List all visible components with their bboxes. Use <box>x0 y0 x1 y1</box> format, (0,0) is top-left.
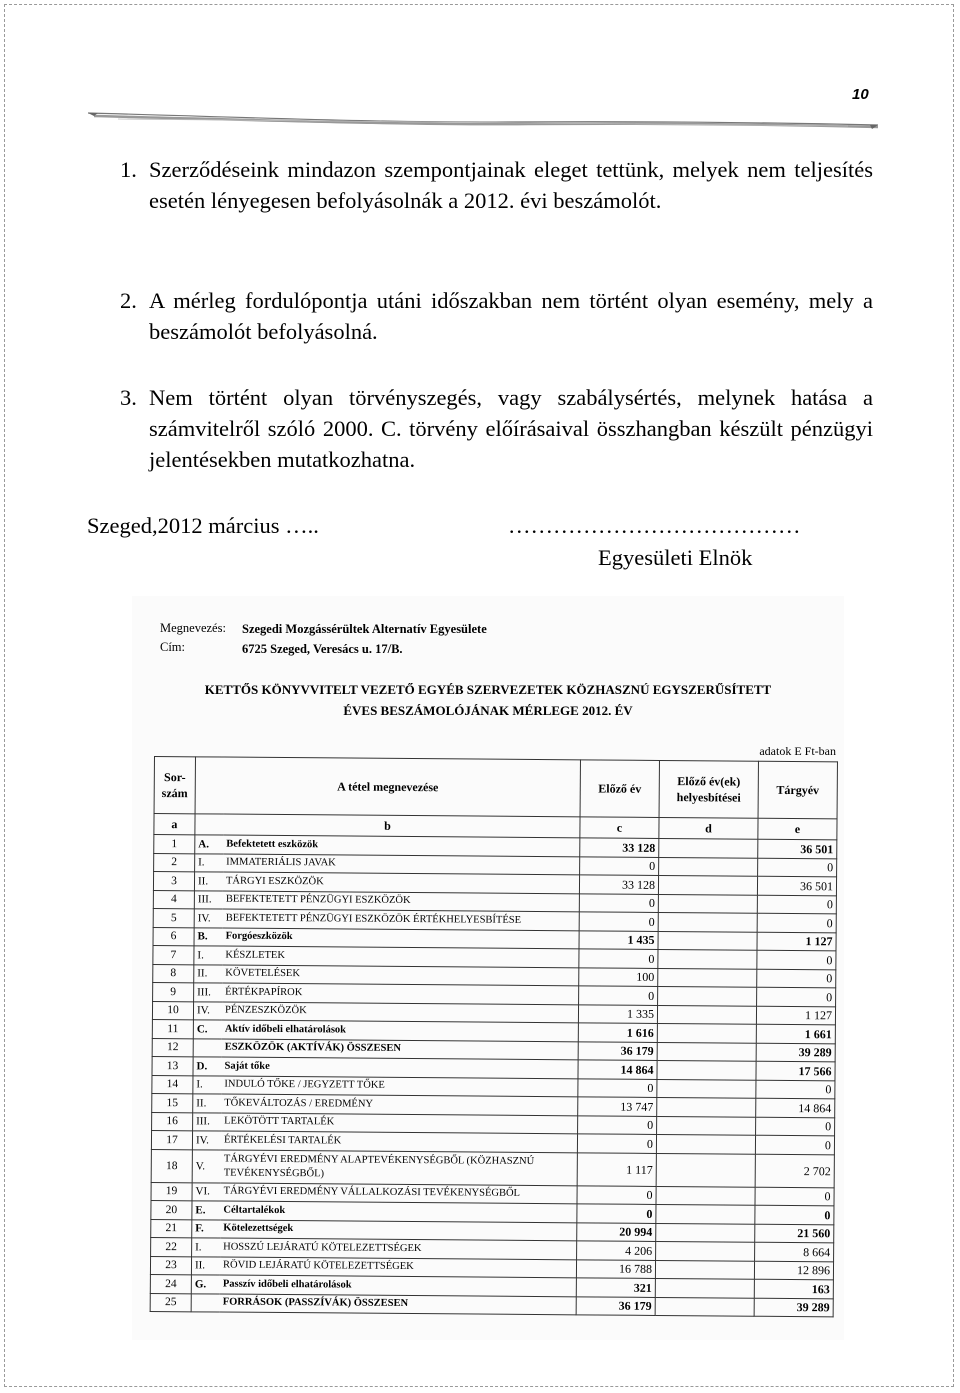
row-roman-numeral <box>193 1038 222 1057</box>
row-current-year: 0 <box>755 1205 834 1224</box>
row-correction <box>656 1223 755 1242</box>
paragraph-text: Nem történt olyan törvényszegés, vagy szabálysértés, melynek hatása a számvitelről szóló 2000. C. törvény előírásaival összhangban készült pénzügyi jelentésekben mutatkozhatna. <box>149 385 873 472</box>
row-previous-year: 1 335 <box>578 1004 657 1023</box>
row-correction <box>656 1186 755 1205</box>
row-number: 1 <box>154 835 195 854</box>
row-correction <box>656 1204 755 1223</box>
row-current-year: 14 864 <box>756 1098 835 1117</box>
row-previous-year: 0 <box>579 912 658 931</box>
row-item-name: TÁRGYÉVI EREDMÉNY ALAPTEVÉKENYSÉGBŐL (KÖZHASZNÚ TEVÉKENYSÉGBŐL) <box>221 1150 578 1186</box>
header-tetel: A tétel megnevezése <box>195 757 580 817</box>
row-correction <box>656 1134 755 1153</box>
row-current-year: 8 664 <box>755 1242 834 1261</box>
row-correction <box>657 1005 756 1024</box>
row-correction <box>659 857 758 876</box>
row-correction <box>657 1060 756 1079</box>
row-number: 25 <box>150 1293 191 1312</box>
row-roman-numeral: G. <box>191 1275 220 1294</box>
row-correction <box>658 894 757 913</box>
row-roman-numeral: V. <box>192 1149 221 1182</box>
org-name-label: Megnevezés: <box>160 621 226 635</box>
row-item-name: BEFEKTETETT PÉNZÜGYI ESZKÖZÖK ÉRTÉKHELYESBÍTÉSE <box>223 909 580 930</box>
row-roman-numeral: II. <box>194 872 223 891</box>
row-item-name: Céltartalékok <box>220 1201 577 1222</box>
row-item-name: TÁRGYI ESZKÖZÖK <box>223 872 580 893</box>
row-current-year: 21 560 <box>755 1224 834 1243</box>
row-correction <box>658 875 757 894</box>
row-number: 10 <box>152 1001 193 1020</box>
paragraph-2 <box>120 285 873 347</box>
paragraph-number: 3. <box>120 385 137 410</box>
row-current-year: 36 501 <box>757 876 836 895</box>
row-current-year: 39 289 <box>754 1298 833 1317</box>
row-number: 5 <box>153 908 194 927</box>
row-current-year: 0 <box>757 969 836 988</box>
row-number: 23 <box>150 1256 191 1275</box>
col-letter-e: e <box>758 818 837 840</box>
row-number: 17 <box>151 1130 192 1149</box>
row-previous-year: 4 206 <box>577 1241 656 1260</box>
row-item-name: Befektetett eszközök <box>223 835 580 856</box>
row-number: 15 <box>152 1093 193 1112</box>
row-current-year: 163 <box>754 1279 833 1298</box>
row-roman-numeral: I. <box>195 853 224 872</box>
units-note: adatok E Ft-ban <box>759 744 836 758</box>
row-number: 4 <box>153 890 194 909</box>
row-correction <box>657 1079 756 1098</box>
row-item-name: ÉRTÉKPAPÍROK <box>222 983 579 1004</box>
row-current-year: 2 702 <box>755 1154 834 1188</box>
row-roman-numeral: E. <box>192 1201 221 1220</box>
row-number: 24 <box>150 1274 191 1293</box>
signature-dots: ………………………………… <box>508 513 801 538</box>
row-correction <box>658 986 757 1005</box>
row-current-year: 0 <box>757 913 836 932</box>
sheet-title-line2: ÉVES BESZÁMOLÓJÁNAK MÉRLEGE 2012. ÉV <box>343 703 633 718</box>
row-number: 19 <box>151 1182 192 1201</box>
row-previous-year: 321 <box>576 1278 655 1297</box>
row-correction <box>658 912 757 931</box>
signature-title: Egyesületi Elnök <box>598 545 753 570</box>
row-item-name: FORRÁSOK (PASSZÍVÁK) ÖSSZESEN <box>220 1294 577 1315</box>
row-previous-year: 1 435 <box>579 930 658 949</box>
row-number: 22 <box>151 1237 192 1256</box>
row-item-name: Saját tőke <box>221 1057 578 1078</box>
row-roman-numeral: III. <box>193 1112 222 1131</box>
row-correction <box>657 1097 756 1116</box>
row-correction <box>655 1260 754 1279</box>
row-roman-numeral: D. <box>193 1057 222 1076</box>
row-item-name: TÁRGYÉVI EREDMÉNY VÁLLALKOZÁSI TEVÉKENYSÉGBŐL <box>221 1183 578 1204</box>
row-item-name: Kötelezettségek <box>220 1220 577 1241</box>
row-item-name: Aktív időbeli elhatárolások <box>222 1020 579 1041</box>
row-item-name: HOSSZÚ LEJÁRATÚ KÖTELEZETTSÉGEK <box>220 1238 577 1259</box>
row-item-name: BEFEKTETETT PÉNZÜGYI ESZKÖZÖK <box>223 891 580 912</box>
col-letter-a: a <box>154 814 195 835</box>
row-roman-numeral: I. <box>192 1238 221 1257</box>
row-number: 8 <box>153 964 194 983</box>
header-sorszam: Sor-szám <box>154 757 195 814</box>
row-roman-numeral: B. <box>194 927 223 946</box>
row-number: 16 <box>152 1112 193 1131</box>
decorative-header-line <box>88 103 878 131</box>
row-current-year: 12 896 <box>754 1261 833 1280</box>
sheet-title-line1: KETTŐS KÖNYVVITELT VEZETŐ EGYÉB SZERVEZETEK KÖZHASZNÚ EGYSZERŰSÍTETT <box>204 682 772 697</box>
row-correction <box>657 1023 756 1042</box>
row-current-year: 39 289 <box>756 1043 835 1062</box>
row-number: 7 <box>153 945 194 964</box>
row-correction <box>658 949 757 968</box>
row-number: 6 <box>153 927 194 946</box>
row-number: 13 <box>152 1056 193 1075</box>
row-item-name: INDULÓ TŐKE / JEGYZETT TŐKE <box>221 1076 578 1097</box>
row-roman-numeral: A. <box>195 835 224 854</box>
row-current-year: 1 127 <box>757 932 836 951</box>
org-name: Szegedi Mozgássérültek Alternatív Egyesülete <box>242 622 487 636</box>
row-roman-numeral: II. <box>193 1094 222 1113</box>
row-correction <box>658 931 757 950</box>
paragraph-number: 1. <box>120 157 137 182</box>
row-item-name: PÉNZESZKÖZÖK <box>222 1002 579 1023</box>
row-current-year: 0 <box>757 950 836 969</box>
row-previous-year: 13 747 <box>578 1097 657 1116</box>
row-roman-numeral: IV. <box>193 1001 222 1020</box>
row-item-name: RÖVID LEJÁRATÚ KÖTELEZETTSÉGEK <box>220 1257 577 1278</box>
row-previous-year: 33 128 <box>580 838 659 857</box>
row-previous-year: 36 179 <box>578 1041 657 1060</box>
row-correction <box>657 1042 756 1061</box>
row-previous-year: 0 <box>580 856 659 875</box>
row-current-year: 0 <box>758 858 837 877</box>
row-previous-year: 20 994 <box>577 1222 656 1241</box>
row-previous-year: 0 <box>579 949 658 968</box>
row-number: 3 <box>153 872 194 891</box>
row-current-year: 0 <box>757 895 836 914</box>
org-address-label: Cím: <box>160 640 186 654</box>
row-previous-year: 0 <box>577 1204 656 1223</box>
row-item-name: Forgóeszközök <box>223 928 580 949</box>
row-item-name: KÉSZLETEK <box>222 946 579 967</box>
row-previous-year: 0 <box>579 986 658 1005</box>
row-item-name: ÉRTÉKELÉSI TARTALÉK <box>221 1131 578 1152</box>
org-address: 6725 Szeged, Veresács u. 17/B. <box>242 642 403 656</box>
col-letter-c: c <box>580 817 659 839</box>
row-item-name: TŐKEVÁLTOZÁS / EREDMÉNY <box>221 1094 578 1115</box>
row-correction <box>656 1241 755 1260</box>
row-roman-numeral: I. <box>193 1075 222 1094</box>
row-previous-year: 14 864 <box>578 1060 657 1079</box>
row-correction <box>656 1153 755 1187</box>
paragraph-number: 2. <box>120 288 137 313</box>
row-roman-numeral: IV. <box>192 1131 221 1150</box>
row-previous-year: 0 <box>578 1115 657 1134</box>
row-number: 21 <box>151 1219 192 1238</box>
scanned-balance-sheet <box>132 596 844 1340</box>
paragraph-1 <box>120 154 873 216</box>
row-previous-year: 0 <box>577 1185 656 1204</box>
col-letter-b: b <box>195 814 580 838</box>
row-roman-numeral: II. <box>194 964 223 983</box>
row-number: 20 <box>151 1200 192 1219</box>
paragraph-text: A mérleg fordulópontja utáni időszakban nem történt olyan esemény, mely a beszámolót befolyásolná. <box>149 288 873 344</box>
row-previous-year: 36 179 <box>576 1296 655 1315</box>
page-number: 10 <box>852 86 869 103</box>
table-row <box>150 1293 833 1317</box>
row-current-year: 0 <box>757 987 836 1006</box>
row-current-year: 0 <box>756 1117 835 1136</box>
header-elozo: Előző év <box>580 760 659 818</box>
row-previous-year: 1 616 <box>578 1023 657 1042</box>
row-previous-year: 16 788 <box>576 1259 655 1278</box>
paragraph-text: Szerződéseink mindazon szempontjainak eleget tettünk, melyek nem teljesítés esetén lényegesen befolyásolnák a 2012. évi beszámolót. <box>149 157 873 213</box>
row-previous-year: 0 <box>577 1134 656 1153</box>
row-current-year: 36 501 <box>758 839 837 858</box>
place-date: Szeged,2012 március ….. <box>87 513 319 538</box>
row-roman-numeral: VI. <box>192 1182 221 1201</box>
row-roman-numeral: III. <box>194 890 223 909</box>
row-current-year: 0 <box>755 1187 834 1206</box>
row-correction <box>659 838 758 857</box>
row-current-year: 1 661 <box>756 1024 835 1043</box>
row-correction <box>655 1278 754 1297</box>
row-roman-numeral: III. <box>194 983 223 1002</box>
row-roman-numeral: I. <box>194 946 223 965</box>
row-number: 12 <box>152 1038 193 1057</box>
row-previous-year: 100 <box>579 967 658 986</box>
row-previous-year: 0 <box>578 1078 657 1097</box>
row-number: 9 <box>153 982 194 1001</box>
balance-table <box>150 756 838 1317</box>
row-correction <box>658 968 757 987</box>
row-number: 18 <box>151 1149 192 1182</box>
row-item-name: ESZKÖZÖK (AKTÍVÁK) ÖSSZESEN <box>222 1039 579 1060</box>
row-roman-numeral: C. <box>193 1020 222 1039</box>
row-current-year: 0 <box>756 1080 835 1099</box>
row-current-year: 17 566 <box>756 1061 835 1080</box>
row-previous-year: 33 128 <box>579 875 658 894</box>
row-previous-year: 1 117 <box>577 1152 656 1186</box>
paragraph-3 <box>120 382 873 475</box>
row-current-year: 0 <box>755 1135 834 1154</box>
table-row <box>151 1149 834 1187</box>
row-item-name: KÖVETELÉSEK <box>222 965 579 986</box>
header-targyev: Tárgyév <box>758 761 837 819</box>
row-item-name: IMMATERIÁLIS JAVAK <box>223 854 580 875</box>
row-number: 2 <box>154 853 195 872</box>
row-previous-year: 0 <box>579 893 658 912</box>
row-item-name: LEKÖTÖTT TARTALÉK <box>221 1113 578 1134</box>
row-roman-numeral: F. <box>192 1219 221 1238</box>
row-correction <box>657 1116 756 1135</box>
row-roman-numeral: II. <box>191 1256 220 1275</box>
row-roman-numeral <box>191 1293 220 1312</box>
col-letter-d: d <box>659 817 758 839</box>
row-roman-numeral: IV. <box>194 909 223 928</box>
row-current-year: 1 127 <box>756 1006 835 1025</box>
row-number: 11 <box>152 1019 193 1038</box>
row-item-name: Passzív időbeli elhatárolások <box>220 1275 577 1296</box>
header-helyesbites: Előző év(ek) helyesbítései <box>659 760 758 818</box>
row-number: 14 <box>152 1075 193 1094</box>
row-correction <box>655 1297 754 1316</box>
